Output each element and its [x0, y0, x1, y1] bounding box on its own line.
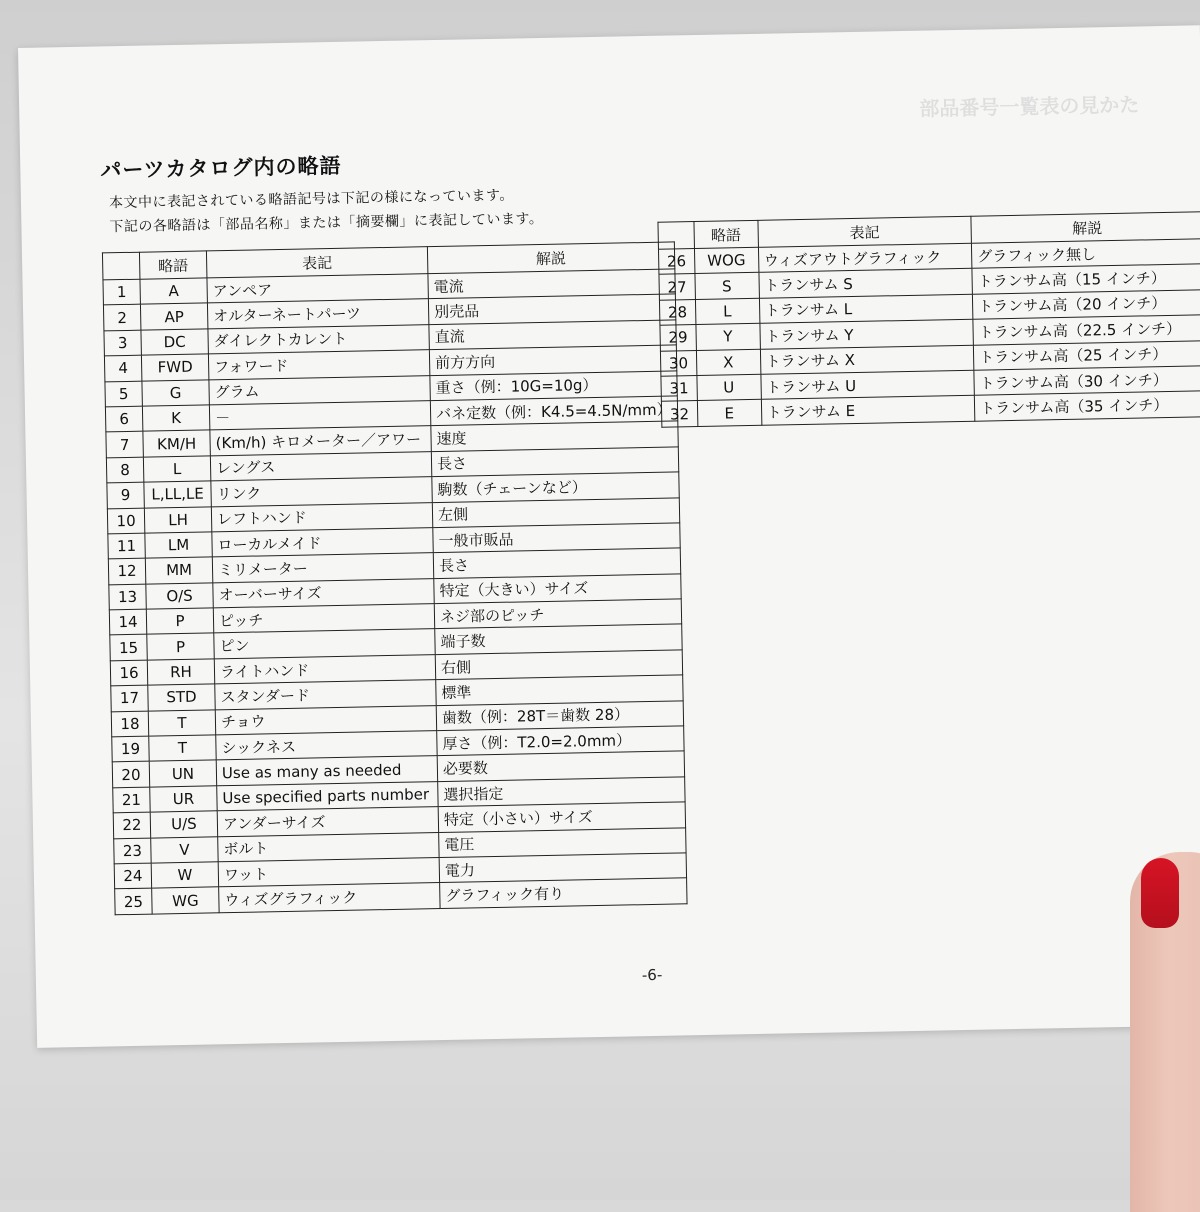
row-name: トランサム Y	[759, 319, 973, 348]
row-number: 24	[114, 863, 151, 889]
row-number: 12	[108, 558, 145, 584]
row-description: 駒数（チェーンなど）	[432, 472, 679, 502]
row-name: レフトハンド	[211, 502, 432, 532]
row-abbreviation: FWD	[141, 354, 208, 381]
row-abbreviation: O/S	[146, 583, 213, 610]
row-name: ミリメーター	[212, 553, 433, 583]
row-name: ライトハンド	[214, 654, 435, 684]
row-name: －	[209, 401, 430, 431]
header-desc: 解説	[971, 212, 1200, 243]
row-number: 15	[110, 635, 147, 661]
row-name: ローカルメイド	[212, 528, 433, 558]
row-name: フォワード	[208, 350, 429, 380]
row-description: 必要数	[437, 751, 684, 781]
row-name: ウィズグラフィック	[219, 883, 440, 913]
row-description: ネジ部のピッチ	[434, 599, 681, 629]
row-description: 別売品	[428, 294, 675, 324]
header-desc: 解説	[427, 242, 674, 274]
row-description: 右側	[435, 650, 682, 680]
row-abbreviation: P	[146, 608, 213, 635]
header-name: 表記	[206, 247, 427, 278]
row-number: 5	[105, 381, 142, 407]
row-description: グラフィック無し	[971, 239, 1200, 269]
row-description: トランサム高（35 インチ）	[974, 391, 1200, 421]
row-name: オルターネートパーツ	[207, 299, 428, 329]
header-no	[658, 222, 694, 250]
row-description: 特定（大きい）サイズ	[434, 574, 681, 604]
row-number: 20	[112, 762, 149, 788]
row-description: 端子数	[435, 624, 682, 654]
row-number: 2	[103, 305, 140, 331]
row-abbreviation: AP	[140, 303, 207, 330]
row-number: 32	[661, 401, 697, 427]
intro-line-1: 本文中に表記されている略語記号は下記の様になっています。	[108, 187, 514, 212]
row-number: 22	[113, 812, 150, 838]
header-abbr: 略語	[694, 220, 758, 248]
row-description: 標準	[436, 675, 683, 705]
row-name: トランサム X	[760, 345, 974, 374]
row-abbreviation: L	[143, 456, 210, 483]
row-number: 11	[108, 533, 145, 559]
row-description: 特定（小さい）サイズ	[438, 802, 685, 832]
row-name: ダイレクトカレント	[208, 324, 429, 354]
row-name: Use specified parts number	[217, 781, 438, 811]
row-number: 30	[660, 350, 696, 376]
row-description: 長さ	[433, 548, 680, 578]
page-title: パーツカタログ内の略語	[100, 153, 342, 183]
row-description: 速度	[431, 421, 678, 451]
row-name: シックネス	[216, 731, 437, 761]
row-number: 3	[104, 330, 141, 356]
row-name: トランサム S	[758, 269, 972, 298]
row-description: 重さ（例：10G=10g）	[430, 370, 677, 400]
row-abbreviation: A	[140, 278, 207, 305]
row-description: 電流	[428, 269, 675, 299]
row-number: 10	[107, 508, 144, 534]
row-description: 直流	[429, 320, 676, 350]
row-abbreviation: L	[695, 298, 759, 325]
row-name: リンク	[211, 477, 432, 507]
row-name: ボルト	[218, 832, 439, 862]
page-number: -6-	[641, 965, 663, 985]
fingernail	[1141, 858, 1179, 928]
row-abbreviation: STD	[148, 684, 215, 711]
row-abbreviation: UN	[149, 760, 216, 787]
row-abbreviation: X	[696, 349, 760, 376]
row-description: 電圧	[439, 827, 686, 857]
row-number: 1	[103, 279, 140, 305]
row-name: オーバーサイズ	[213, 578, 434, 608]
row-description: トランサム高（15 インチ）	[972, 264, 1200, 294]
row-description: トランサム高（25 インチ）	[973, 340, 1200, 370]
row-number: 27	[659, 274, 695, 300]
header-no	[102, 252, 140, 280]
row-abbreviation: L,LL,LE	[144, 481, 211, 508]
row-abbreviation: LH	[144, 506, 211, 533]
row-description: 長さ	[431, 447, 678, 477]
row-name: ピン	[214, 629, 435, 659]
row-name: ワット	[218, 858, 439, 888]
row-description: 歯数（例：28T＝歯数 28）	[436, 700, 683, 730]
row-abbreviation: KM/H	[143, 430, 210, 457]
row-description: 一般市販品	[433, 523, 680, 553]
row-number: 17	[111, 685, 148, 711]
row-number: 8	[106, 457, 143, 483]
row-description: 電力	[439, 853, 686, 883]
row-name: チョウ	[215, 705, 436, 735]
row-abbreviation: RH	[147, 659, 214, 686]
row-number: 28	[659, 299, 695, 325]
intro-line-2: 下記の各略語は「部品名称」または「摘要欄」に表記しています。	[109, 210, 544, 236]
row-abbreviation: LM	[145, 532, 212, 559]
row-abbreviation: WG	[152, 887, 219, 914]
row-number: 13	[109, 584, 146, 610]
row-description: トランサム高（22.5 インチ）	[973, 315, 1200, 345]
row-name: ウィズアウトグラフィック	[758, 243, 972, 272]
row-description: トランサム高（30 インチ）	[974, 366, 1200, 396]
row-number: 19	[112, 736, 149, 762]
row-number: 7	[106, 432, 143, 458]
row-name: トランサム L	[759, 294, 973, 323]
row-abbreviation: WOG	[694, 247, 758, 274]
row-name: トランサム E	[761, 396, 975, 425]
row-abbreviation: K	[142, 405, 209, 432]
row-number: 25	[115, 888, 152, 914]
row-number: 21	[113, 787, 150, 813]
row-abbreviation: T	[149, 735, 216, 762]
row-abbreviation: V	[151, 836, 218, 863]
row-description: 選択指定	[438, 777, 685, 807]
row-name: アンペア	[207, 274, 428, 304]
row-description: 左側	[432, 497, 679, 527]
row-abbreviation: U	[697, 374, 761, 401]
row-number: 18	[111, 711, 148, 737]
row-number: 23	[114, 838, 151, 864]
row-number: 16	[110, 660, 147, 686]
row-abbreviation: E	[697, 400, 761, 427]
row-name: レングス	[210, 451, 431, 481]
row-abbreviation: P	[147, 633, 214, 660]
row-number: 29	[660, 325, 696, 351]
row-description: 前方方向	[429, 345, 676, 375]
row-number: 6	[105, 406, 142, 432]
row-name: (Km/h) キロメーター／アワー	[210, 426, 431, 456]
row-abbreviation: G	[142, 379, 209, 406]
row-description: バネ定数（例：K4.5=4.5N/mm）	[430, 396, 677, 426]
row-description: トランサム高（20 インチ）	[972, 290, 1200, 320]
row-name: トランサム U	[760, 370, 974, 399]
abbreviation-table-left	[102, 241, 687, 915]
row-name: グラム	[209, 375, 430, 405]
row-abbreviation: T	[148, 709, 215, 736]
row-name: ピッチ	[213, 604, 434, 634]
row-description: 厚さ（例：T2.0=2.0mm）	[437, 726, 684, 756]
header-abbr: 略語	[139, 251, 207, 279]
row-number: 14	[109, 609, 146, 635]
header-name: 表記	[757, 216, 971, 247]
row-name: アンダーサイズ	[217, 807, 438, 837]
row-number: 26	[658, 249, 694, 275]
row-number: 31	[661, 375, 697, 401]
row-abbreviation: U/S	[150, 811, 217, 838]
row-abbreviation: S	[695, 273, 759, 300]
row-abbreviation: Y	[696, 323, 760, 350]
bleed-through-heading: 部品番号一覧表の見かた	[919, 92, 1140, 121]
row-number: 9	[107, 482, 144, 508]
row-description: グラフィック有り	[440, 878, 687, 908]
row-name: スタンダード	[215, 680, 436, 710]
row-abbreviation: DC	[141, 329, 208, 356]
row-abbreviation: UR	[150, 786, 217, 813]
row-name: Use as many as needed	[216, 756, 437, 786]
row-abbreviation: W	[151, 862, 218, 889]
row-abbreviation: MM	[145, 557, 212, 584]
row-number: 4	[104, 355, 141, 381]
abbreviation-table-right	[657, 211, 1200, 427]
catalog-page	[18, 25, 1200, 1048]
